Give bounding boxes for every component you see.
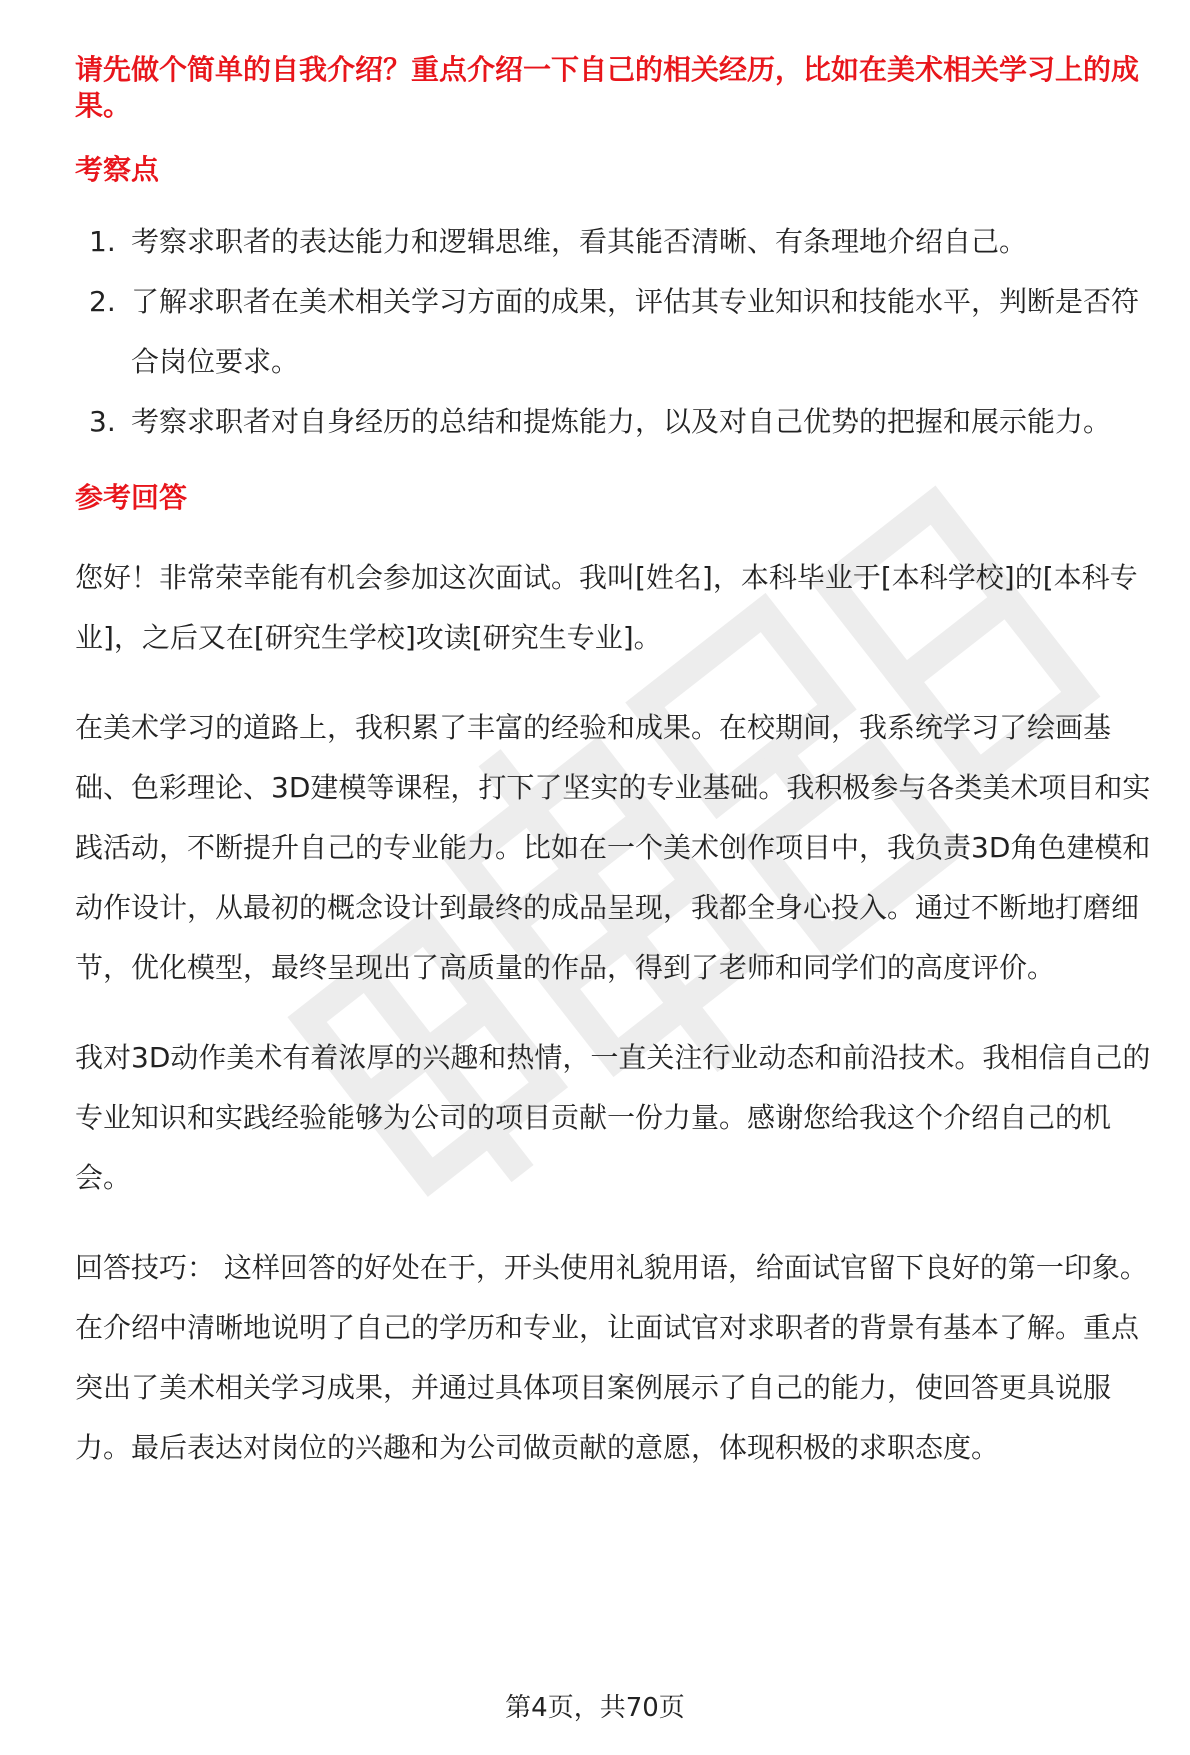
answer-tips-paragraph: 回答技巧： 这样回答的好处在于，开头使用礼貌用语，给面试官留下良好的第一印象。在介绍中清晰地说明了自己的学历和专业，让面试官对求职者的背景有基本了解。重点突出了美术相关学习成果，并通过具体项目案例展示了自己的能力，使回答更具说服力。最后表达对岗位的兴趣和为公司做贡献的意愿，体现积极的求职态度。	[75, 1251, 1148, 1464]
list-item-text: 了解求职者在美术相关学习方面的成果，评估其专业知识和技能水平，判断是否符合岗位要求。	[131, 285, 1140, 378]
list-item	[75, 212, 1165, 272]
content	[75, 52, 1165, 1478]
points-list	[75, 212, 1165, 452]
section-title-answer: 参考回答	[75, 481, 188, 514]
list-number: 1.	[89, 225, 116, 258]
list-number: 3.	[89, 405, 116, 438]
page-footer: 第4页，共70页	[505, 1693, 685, 1723]
section-title-points: 考察点	[75, 153, 160, 186]
list-number: 2.	[89, 285, 116, 318]
list-item	[75, 272, 1165, 392]
answer-paragraph: 您好！非常荣幸能有机会参加这次面试。我叫[姓名]，本科毕业于[本科学校]的[本科专业]，之后又在[研究生学校]攻读[研究生专业]。	[75, 561, 1138, 654]
answer-paragraph: 我对3D动作美术有着浓厚的兴趣和热情，一直关注行业动态和前沿技术。我相信自己的专业知识和实践经验能够为公司的项目贡献一份力量。感谢您给我这个介绍自己的机会。	[75, 1041, 1151, 1194]
question-heading: 请先做个简单的自我介绍？重点介绍一下自己的相关经历，比如在美术相关学习上的成果。	[75, 53, 1140, 122]
list-item	[75, 392, 1165, 452]
list-item-text: 考察求职者的表达能力和逻辑思维，看其能否清晰、有条理地介绍自己。	[131, 225, 1028, 258]
list-item-text: 考察求职者对自身经历的总结和提炼能力，以及对自己优势的把握和展示能力。	[131, 405, 1112, 438]
answer-paragraph: 在美术学习的道路上，我积累了丰富的经验和成果。在校期间，我系统学习了绘画基础、色彩理论、3D建模等课程，打下了坚实的专业基础。我积极参与各类美术项目和实践活动，不断提升自己的专业能力。比如在一个美术创作项目中，我负责3D角色建模和动作设计，从最初的概念设计到最终的成品呈现，我都全身心投入。通过不断地打磨细节，优化模型，最终呈现出了高质量的作品，得到了老师和同学们的高度评价。	[75, 711, 1151, 984]
